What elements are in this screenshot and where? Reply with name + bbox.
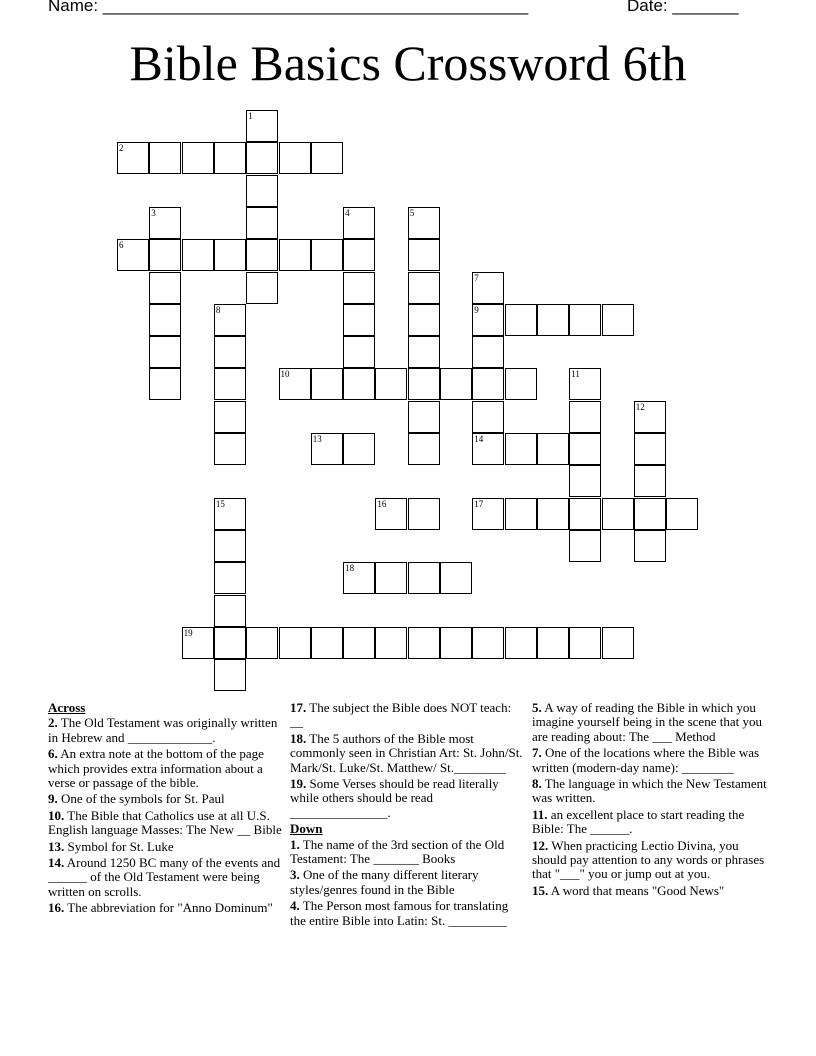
clue-number: 1.: [290, 836, 300, 852]
crossword-cell[interactable]: [505, 627, 537, 659]
crossword-cell[interactable]: [311, 627, 343, 659]
crossword-cell[interactable]: [343, 272, 375, 304]
clue-text: The 5 authors of the Bible most commonly seen in Christian Art: St. John/St. Mark/St. Luke/St. Matthew/ St.________: [290, 730, 523, 775]
clue-number: 3: [151, 207, 156, 218]
crossword-cell[interactable]: [472, 304, 504, 336]
crossword-cell[interactable]: [214, 562, 246, 594]
crossword-cell[interactable]: [569, 368, 601, 400]
clue-text: One of the symbols for St. Paul: [57, 791, 225, 807]
clue-number: 17: [474, 498, 484, 509]
clue-number: 10: [280, 369, 290, 380]
crossword-cell[interactable]: [472, 401, 504, 433]
crossword-cell[interactable]: [537, 304, 569, 336]
clue-text: An extra note at the bottom of the page which provides extra information about a verse or passage of the bible.: [48, 746, 264, 791]
crossword-cell[interactable]: [343, 304, 375, 336]
clue-text: Some Verses should be read literally while others should be read _______________.: [290, 776, 499, 820]
crossword-cell[interactable]: [569, 304, 601, 336]
crossword-cell[interactable]: [375, 627, 407, 659]
crossword-cell[interactable]: [311, 368, 343, 400]
crossword-cell[interactable]: [634, 433, 666, 465]
crossword-cell[interactable]: [472, 336, 504, 368]
clue-number: 3.: [290, 867, 300, 883]
clue-number: 15.: [532, 882, 549, 898]
clue-item: [290, 838, 526, 867]
clue-item: [48, 809, 284, 838]
clue-item: [532, 808, 770, 837]
clue-number: 7: [474, 272, 479, 283]
clue-number: 14: [474, 434, 484, 444]
clue-number: 5: [409, 207, 415, 218]
crossword-cell[interactable]: [214, 595, 246, 627]
crossword-cell[interactable]: [375, 562, 407, 594]
crossword-cell[interactable]: [602, 498, 634, 530]
clue-text: The name of the 3rd section of the Old Testament: The _______ Books: [290, 836, 505, 867]
crossword-cell[interactable]: [408, 336, 440, 368]
clue-text: Symbol for St. Luke: [64, 838, 174, 854]
clue-number: 4: [345, 207, 350, 218]
crossword-cell[interactable]: [149, 207, 181, 239]
crossword-cell[interactable]: [214, 336, 246, 368]
crossword-cell[interactable]: [246, 207, 278, 239]
crossword-cell[interactable]: [279, 368, 311, 400]
crossword-cell[interactable]: [537, 627, 569, 659]
crossword-cell[interactable]: [214, 401, 246, 433]
crossword-cell[interactable]: [408, 272, 440, 304]
crossword-cell[interactable]: [149, 142, 181, 174]
clue-text: The Old Testament was originally written in Hebrew and _____________.: [48, 715, 278, 745]
clue-number: 9.: [48, 791, 58, 807]
crossword-cell[interactable]: [246, 175, 278, 207]
crossword-cell[interactable]: [214, 433, 246, 465]
clue-number: 9: [474, 304, 479, 315]
clue-item: [48, 792, 284, 806]
crossword-cell[interactable]: [505, 368, 537, 400]
clue-number: 15: [215, 498, 225, 509]
clue-number: 7.: [532, 745, 542, 761]
crossword-cell[interactable]: [214, 239, 246, 271]
clue-text: One of the many different literary styles/genres found in the Bible: [290, 867, 479, 897]
crossword-cell[interactable]: [149, 272, 181, 304]
crossword-cell[interactable]: [214, 627, 246, 659]
crossword-cell[interactable]: [375, 368, 407, 400]
crossword-cell[interactable]: [246, 627, 278, 659]
crossword-cell[interactable]: [246, 110, 278, 142]
crossword-cell[interactable]: [343, 207, 375, 239]
across-clue-list: [48, 716, 284, 915]
clue-number: 19.: [290, 776, 307, 792]
clue-number: 6: [119, 240, 124, 251]
clue-text: The abbreviation for "Anno Dominum": [64, 900, 273, 916]
crossword-cell[interactable]: [505, 433, 537, 465]
crossword-cell[interactable]: [569, 433, 601, 465]
clue-item: [290, 701, 526, 730]
name-label: Name: _____________________________________________: [48, 0, 529, 15]
crossword-cell[interactable]: [537, 498, 569, 530]
down-heading: Down: [290, 821, 323, 837]
clue-number: 19: [183, 627, 193, 638]
clue-number: 2.: [48, 715, 58, 731]
crossword-cell[interactable]: [279, 142, 311, 174]
crossword-cell[interactable]: [214, 659, 246, 691]
clue-item: [532, 701, 770, 744]
crossword-cell[interactable]: [666, 498, 698, 530]
crossword-cell[interactable]: [343, 239, 375, 271]
crossword-cell[interactable]: [279, 239, 311, 271]
crossword-cell[interactable]: [408, 562, 440, 594]
crossword-cell[interactable]: [408, 239, 440, 271]
crossword-cell[interactable]: [472, 498, 504, 530]
crossword-cell[interactable]: [311, 142, 343, 174]
clue-number: 1: [248, 111, 253, 121]
crossword-cell[interactable]: [472, 627, 504, 659]
clues-column-3: [532, 701, 770, 900]
clue-item: [48, 901, 284, 915]
crossword-cell[interactable]: [408, 368, 440, 400]
clue-item: [532, 884, 770, 898]
crossword-cell[interactable]: [472, 368, 504, 400]
clue-text: The subject the Bible does NOT teach: __: [290, 700, 512, 730]
crossword-cell[interactable]: [569, 498, 601, 530]
crossword-cell[interactable]: [149, 336, 181, 368]
crossword-cell[interactable]: [602, 627, 634, 659]
clue-number: 10.: [48, 807, 65, 823]
crossword-cell[interactable]: [537, 433, 569, 465]
crossword-cell[interactable]: [634, 465, 666, 497]
crossword-cell[interactable]: [149, 239, 181, 271]
crossword-cell[interactable]: [408, 627, 440, 659]
clue-text: The Bible that Catholics use at all U.S. English language Masses: The New __ Bible: [48, 807, 282, 838]
crossword-cell[interactable]: [279, 627, 311, 659]
crossword-cell[interactable]: [214, 304, 246, 336]
clue-number: 11.: [532, 806, 548, 822]
clue-number: 8: [215, 304, 221, 315]
crossword-cell[interactable]: [408, 207, 440, 239]
clue-item: [290, 732, 526, 775]
crossword-cell[interactable]: [408, 304, 440, 336]
clue-text: A way of reading the Bible in which you imagine yourself being in the scene that you are reading about: The ___ Method: [532, 700, 762, 744]
clue-text: Around 1250 BC many of the events and ______ of the Old Testament were being written on scrolls.: [48, 855, 281, 899]
crossword-cell[interactable]: [440, 562, 472, 594]
clue-number: 18: [345, 563, 355, 574]
clue-number: 13: [312, 434, 322, 444]
crossword-cell[interactable]: [408, 498, 440, 530]
clue-text: A word that means "Good News": [548, 882, 725, 898]
crossword-cell[interactable]: [505, 304, 537, 336]
clue-item: [532, 777, 770, 806]
clue-text: an excellent place to start reading the Bible: The ______.: [532, 806, 745, 837]
crossword-cell[interactable]: [569, 530, 601, 562]
clue-number: 16: [377, 498, 387, 509]
clue-number: 4.: [290, 898, 300, 914]
crossword-cell[interactable]: [214, 530, 246, 562]
clues-column-1: [48, 701, 284, 918]
clue-text: When practicing Lectio Divina, you should pay attention to any words or phrases that "___" you or jump out at you.: [532, 837, 765, 882]
clue-item: [48, 856, 284, 899]
clue-item: [290, 777, 526, 820]
clue-item: [48, 747, 284, 790]
crossword-cell[interactable]: [311, 239, 343, 271]
clue-item: [290, 899, 526, 928]
crossword-cell[interactable]: [440, 627, 472, 659]
clue-number: 2: [119, 143, 124, 154]
crossword-cell[interactable]: [214, 368, 246, 400]
crossword-cell[interactable]: [343, 368, 375, 400]
crossword-cell[interactable]: [634, 530, 666, 562]
crossword-cell[interactable]: [214, 142, 246, 174]
page-title: Bible Basics Crossword 6th: [129, 35, 687, 91]
clue-item: [290, 868, 526, 897]
crossword-cell[interactable]: [375, 498, 407, 530]
crossword-cell[interactable]: [311, 433, 343, 465]
clue-number: 13.: [48, 838, 65, 854]
crossword-cell[interactable]: [182, 142, 214, 174]
crossword-cell[interactable]: [505, 498, 537, 530]
down-clue-list-continued: [532, 701, 770, 898]
clue-item: [48, 840, 284, 854]
clue-number: 6.: [48, 746, 58, 762]
clues-column-2: [290, 701, 526, 930]
date-label: Date: _______: [627, 0, 739, 15]
across-clue-list-continued: [290, 701, 526, 820]
clue-number: 8.: [532, 776, 542, 792]
crossword-cell[interactable]: [246, 272, 278, 304]
crossword-cell[interactable]: [246, 142, 278, 174]
clue-item: [48, 716, 284, 745]
crossword-cell[interactable]: [343, 433, 375, 465]
clue-number: 12: [635, 401, 645, 412]
clue-number: 17.: [290, 700, 307, 715]
crossword-cell[interactable]: [472, 433, 504, 465]
crossword-cell[interactable]: [569, 627, 601, 659]
clue-text: The Person most famous for translating the entire Bible into Latin: St. _________: [290, 898, 509, 928]
crossword-cell[interactable]: [634, 401, 666, 433]
clue-item: [532, 839, 770, 882]
crossword-cell[interactable]: [408, 401, 440, 433]
down-clue-list: [290, 838, 526, 928]
clue-number: 11: [571, 369, 580, 380]
clue-number: 16.: [48, 900, 65, 916]
clue-text: One of the locations where the Bible was written (modern-day name): ________: [532, 745, 760, 775]
clue-item: [532, 746, 770, 775]
across-heading: Across: [48, 700, 86, 715]
crossword-cell[interactable]: [182, 627, 214, 659]
crossword-cell[interactable]: [117, 239, 149, 271]
crossword-cell[interactable]: [602, 304, 634, 336]
crossword-cell[interactable]: [182, 239, 214, 271]
crossword-cell[interactable]: [408, 433, 440, 465]
crossword-cell[interactable]: [440, 368, 472, 400]
clue-number: 14.: [48, 855, 65, 871]
crossword-cell[interactable]: [343, 336, 375, 368]
crossword-cell[interactable]: [149, 368, 181, 400]
clue-number: 18.: [290, 730, 307, 746]
crossword-cell[interactable]: [343, 627, 375, 659]
crossword-cell[interactable]: [634, 498, 666, 530]
crossword-cell[interactable]: [569, 401, 601, 433]
clue-text: The language in which the New Testament was written.: [532, 776, 767, 806]
crossword-cell[interactable]: [472, 272, 504, 304]
clue-number: 12.: [532, 837, 549, 853]
crossword-cell[interactable]: [343, 562, 375, 594]
crossword-cell[interactable]: [214, 498, 246, 530]
crossword-cell[interactable]: [569, 465, 601, 497]
crossword-cell[interactable]: [117, 142, 149, 174]
crossword-cell[interactable]: [246, 239, 278, 271]
clue-number: 5.: [532, 700, 542, 715]
crossword-cell[interactable]: [149, 304, 181, 336]
